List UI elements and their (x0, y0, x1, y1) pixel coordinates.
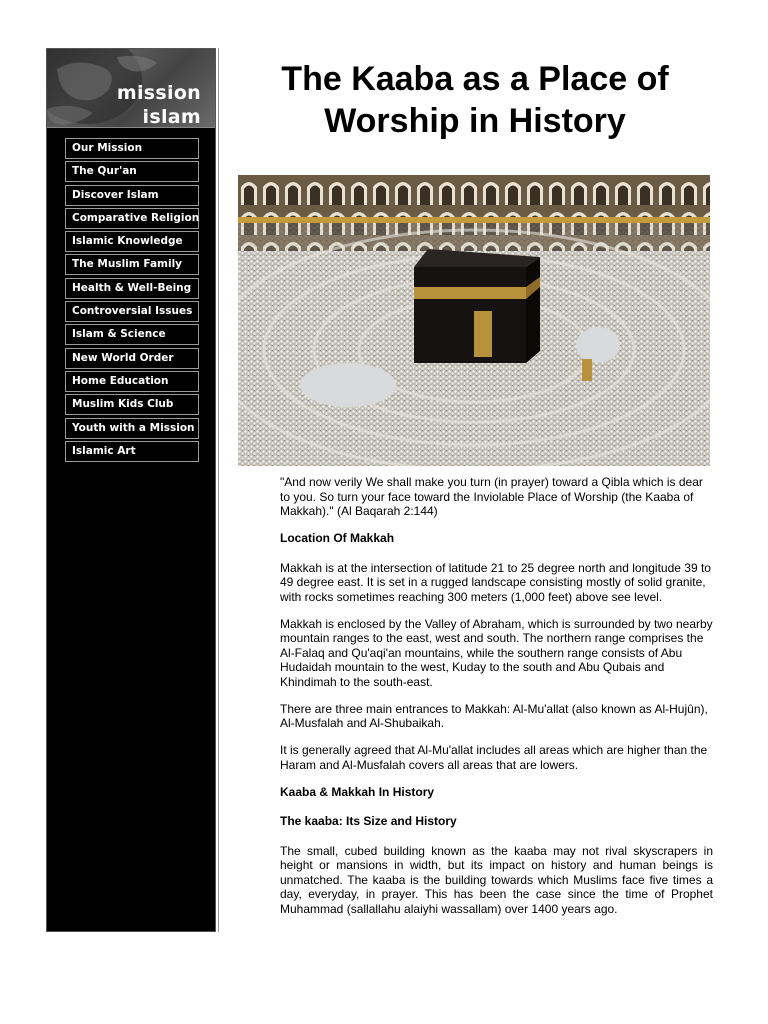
nav-islamic-knowledge[interactable]: Islamic Knowledge (65, 231, 199, 252)
heading-location: Location Of Makkah (280, 531, 395, 545)
page-title-line-2: Worship in History (324, 102, 626, 140)
heading-history: Kaaba & Makkah In History (280, 784, 435, 799)
nav-youth-with-a-mission[interactable]: Youth with a Mission (65, 418, 199, 439)
heading-size: The kaaba: Its Size and History (280, 814, 457, 828)
paragraph-entrances: There are three main entrances to Makkah: Al-Mu'allat (also known as Al-Hujûn), Al-Musfalah and Al-Shubaikah. (280, 701, 708, 730)
paragraph-areas: It is generally agreed that Al-Mu'allat includes all areas which are higher than the Haram and Al-Musfalah covers all areas that are lowers. (280, 743, 708, 772)
nav-islamic-art[interactable]: Islamic Art (65, 441, 199, 462)
paragraph-size-history: The small, cubed building known as the kaaba may not rival skyscrapers in height or mansions in width, but its impact on history and human beings is unmatched. The kaaba is the building towards which Muslims face five times a day, everyday, in prayer. This has been the case since the time of Prophet Muhammad (sallallahu alaiyhi wassallam) over 1400 years ago. (280, 843, 713, 916)
quran-quote: "And now verily We shall make you turn (in prayer) toward a Qibla which is dear to you. So turn your face toward the Inviolable Place of Worship (the Kaaba of Makkah)." (Al Baqarah 2:144) (280, 475, 703, 518)
nav-discover-islam[interactable]: Discover Islam (65, 185, 199, 206)
logo-text (117, 81, 201, 128)
nav-home-education[interactable]: Home Education (65, 371, 199, 392)
paragraph-location-1: Makkah is at the intersection of latitude 21 to 25 degree north and longitude 39 to 49 degree east. It is set in a rugged landscape consisting mostly of solid granite, with rocks sometimes reaching 300 meters (1,000 feet) above see level. (280, 560, 711, 604)
kaaba-illustration (238, 175, 710, 466)
logo-line-2: islam (142, 106, 201, 128)
sidebar-divider (218, 48, 219, 932)
nav-the-quran[interactable]: The Qur'an (65, 161, 199, 182)
nav-muslim-family[interactable]: The Muslim Family (65, 254, 199, 275)
logo-line-1: mission (116, 82, 201, 104)
site-logo[interactable] (47, 49, 215, 128)
sidebar (46, 48, 216, 932)
nav-islam-science[interactable]: Islam & Science (65, 324, 199, 345)
kaaba-photo (238, 175, 710, 466)
paragraph-location-2: Makkah is enclosed by the Valley of Abraham, which is surrounded by two nearby mountain ranges to the east, west and south. The northern range comprises the Al-Falaq and Qu'aqi'an mountains, while the southern range consists of Abu Hudaidah mountain to the west, Kuday to the south and Abu Qubais and Khindimah to the south-east. (280, 616, 713, 689)
main-navigation (65, 138, 199, 464)
nav-health-well-being[interactable]: Health & Well-Being (65, 278, 199, 299)
article-body (280, 475, 713, 929)
nav-new-world-order[interactable]: New World Order (65, 348, 199, 369)
nav-comparative-religion[interactable]: Comparative Religion (65, 208, 199, 229)
nav-controversial-issues[interactable]: Controversial Issues (65, 301, 199, 322)
page-title (238, 58, 712, 142)
nav-our-mission[interactable]: Our Mission (65, 138, 199, 159)
page-title-line-1: The Kaaba as a Place of (281, 60, 669, 98)
nav-muslim-kids-club[interactable]: Muslim Kids Club (65, 394, 199, 415)
